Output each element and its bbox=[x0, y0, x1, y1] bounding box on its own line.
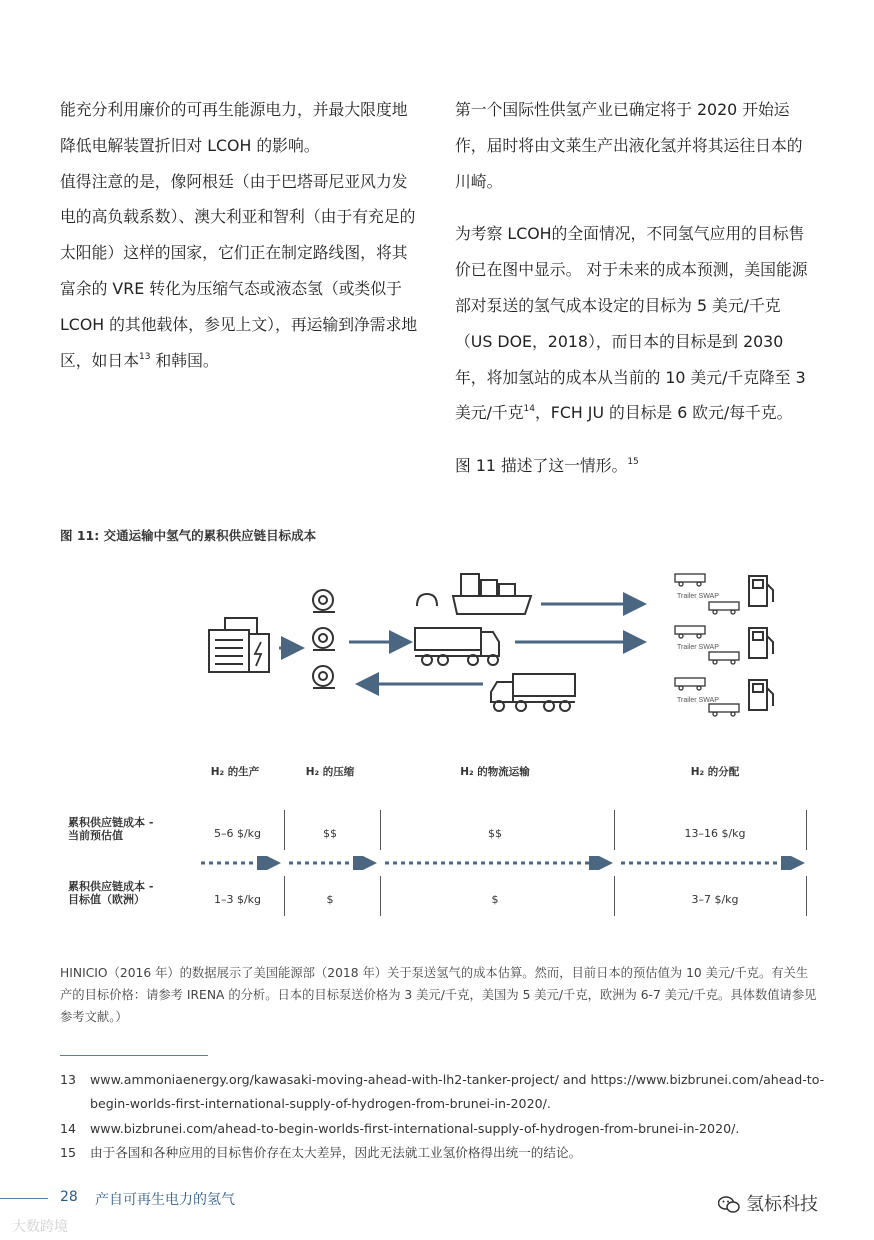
divider bbox=[806, 810, 807, 850]
document-title: 产自可再生电力的氢气 bbox=[95, 1192, 235, 1208]
page-number: 28 bbox=[60, 1189, 78, 1205]
footnote-rule bbox=[60, 1055, 208, 1056]
divider bbox=[614, 810, 615, 850]
watermark: 大数跨境 bbox=[12, 1219, 68, 1235]
right-paragraph-3: 图 11 描述了这一情形。$^{15}$ bbox=[455, 456, 639, 476]
row-label-target: 累积供应链成本 - 目标值（欧洲） bbox=[68, 880, 154, 906]
trailer-swap-label: Trailer SWAP bbox=[677, 644, 719, 651]
cell-target-distribution: 3–7 $/kg bbox=[691, 893, 739, 906]
dashed-arrow-row bbox=[195, 856, 815, 870]
cell-current-production: 5–6 $/kg bbox=[213, 827, 262, 840]
right-paragraph-1: 第一个国际性供氢产业已确定将于 2020 开始运作，届时将由文莱生产出液化氢并将其运往日本的川崎。 bbox=[455, 100, 803, 191]
cell-current-logistics: $$ bbox=[488, 827, 502, 840]
figure-note: HINICIO（2016 年）的数据展示了美国能源部（2018 年）关于泵送氢气的成本估算。然而，目前日本的预估值为 10 美元/千克。有关生产的目标价格：请参考 IRENA 的分析。日本的目标泵送价格为 3 美元/千克，美国为 5 美元/千克，欧洲为 6-7 美元/千克。具体数值请参见参考文献。） bbox=[60, 966, 817, 1024]
row-label-current: 累积供应链成本 - 当前预估值 bbox=[68, 816, 154, 842]
footnote-link[interactable]: www.bizbrunei.com/ahead-to-begin-worlds-first-international-supply-of-hydrogen-from-brunei-in-2020/. bbox=[90, 1121, 740, 1136]
cell-target-compression: $ bbox=[326, 893, 334, 906]
divider bbox=[380, 876, 381, 916]
left-paragraph-1: 能充分利用廉价的可再生能源电力，并最大限度地降低电解装置折旧对 LCOH 的影响。 bbox=[60, 100, 408, 155]
left-paragraph-2: 值得注意的是，像阿根廷（由于巴塔哥尼亚风力发电的高负载系数）、澳大利亚和智利（由于有充足的太阳能）这样的国家，它们正在制定路线图，将其富余的 VRE 转化为压缩气态或液态氢（或类似于 LCOH 的其他载体，参见上文），再运输到净需求地区，如日本$^{13}$ 和韩国。 bbox=[60, 171, 418, 370]
divider bbox=[380, 810, 381, 850]
footnote-14: 14 www.bizbrunei.com/ahead-to-begin-worlds-first-international-supply-of-hydrogen-from-brunei-in-2020/. bbox=[60, 1117, 820, 1141]
fuel-pump-icon bbox=[749, 576, 773, 710]
supply-chain-diagram bbox=[195, 562, 795, 732]
cell-current-distribution: 13–16 $/kg bbox=[684, 827, 746, 840]
divider bbox=[284, 810, 285, 850]
figure-title: 交通运输中氢气的累积供应链目标成本 bbox=[103, 528, 317, 543]
compressor-icon bbox=[313, 590, 335, 688]
figure-label: 图 11: bbox=[60, 528, 100, 543]
footnote-15: 15 由于各国和各种应用的目标售价存在太大差异，因此无法就工业氢价格得出统一的结论。 bbox=[60, 1145, 582, 1160]
trailer-swap-label: Trailer SWAP bbox=[677, 697, 719, 704]
figure-caption bbox=[60, 526, 316, 544]
footnote-ref-14[interactable]: 14 bbox=[523, 404, 535, 415]
footnote-ref-15[interactable]: 15 bbox=[627, 457, 639, 468]
truck-icon bbox=[415, 628, 499, 665]
brand-name: 氢标科技 bbox=[746, 1194, 818, 1215]
stage-logistics: H₂ 的物流运输 bbox=[460, 766, 530, 778]
footnote-ref-13[interactable]: 13 bbox=[139, 351, 151, 362]
brand-mark bbox=[718, 1190, 818, 1216]
ship-icon bbox=[417, 574, 531, 614]
footer-rule bbox=[0, 1198, 48, 1199]
electrolyser-icon bbox=[209, 618, 269, 672]
trailer-swap-label: Trailer SWAP bbox=[677, 593, 719, 600]
stage-distribution: H₂ 的分配 bbox=[690, 766, 740, 778]
stage-production: H₂ 的生产 bbox=[210, 766, 260, 778]
cell-target-logistics: $ bbox=[491, 893, 499, 906]
wechat-icon bbox=[718, 1196, 740, 1214]
cell-current-compression: $$ bbox=[323, 827, 337, 840]
footnote-13: 13 www.ammoniaenergy.org/kawasaki-moving-ahead-with-lh2-tanker-project/ and https://www.bizbrunei.com/ahead-to-begin-worlds-first-international-supply-of-hydrogen-from-brunei-in-2020/. bbox=[60, 1068, 820, 1116]
right-paragraph-2: 为考察 LCOH的全面情况，不同氢气应用的目标售价已在图中显示。 对于未来的成本预测，美国能源部对泵送的氢气成本设定的目标为 5 美元/千克（US DOE，2018），而日本的目标是到 2030 年，将加氢站的成本从当前的 10 美元/千克降至 3 美元/千克$^{14}$，FCH JU 的目标是 6 欧元/每千克。 bbox=[455, 224, 808, 423]
left-text-column bbox=[60, 92, 422, 378]
right-text-column bbox=[455, 92, 817, 484]
divider bbox=[614, 876, 615, 916]
return-truck-icon bbox=[491, 674, 575, 711]
divider bbox=[284, 876, 285, 916]
footnote-link[interactable]: www.ammoniaenergy.org/kawasaki-moving-ahead-with-lh2-tanker-project/ and https://www.bizbrunei.com/ahead-to-begin-worlds-first-international-supply-of-hydrogen-from-brunei-in-2020/. bbox=[90, 1072, 825, 1111]
divider bbox=[806, 876, 807, 916]
stage-compression: H₂ 的压缩 bbox=[305, 766, 355, 778]
cell-target-production: 1–3 $/kg bbox=[213, 893, 262, 906]
